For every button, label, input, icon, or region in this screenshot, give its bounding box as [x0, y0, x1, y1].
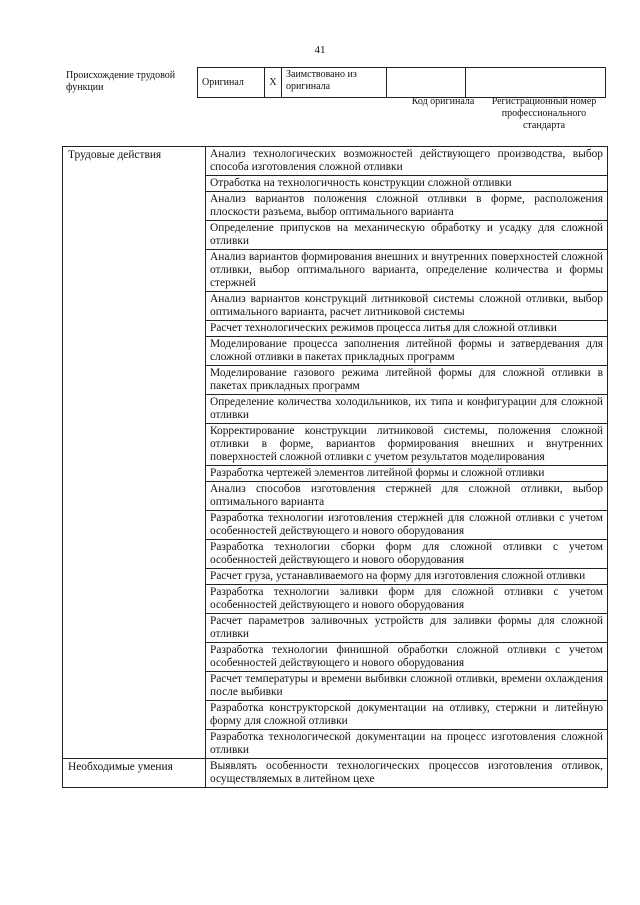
labor-action-row-text: Разработка чертежей элементов литейной формы и сложной отливки — [206, 466, 608, 482]
page-number: 41 — [314, 44, 326, 56]
labor-action-row-text: Анализ технологических возможностей действующего производства, выбор способа изготовления сложной отливки — [206, 147, 608, 176]
code-label: Код оригинала — [411, 96, 475, 107]
labor-action-row-text: Анализ вариантов конструкций литниковой системы сложной отливки, выбор оптимального варианта, расчет литниковой системы — [206, 292, 608, 321]
labor-action-row-text: Разработка конструкторской документации на отливку, стержни и литейную форму для сложной отливки — [206, 701, 608, 730]
required-skill-row — [63, 759, 608, 788]
labor-action-row-text: Расчет технологических режимов процесса литья для сложной отливки — [206, 321, 608, 337]
labor-action-row-text: Определение количества холодильников, их типа и конфигурации для сложной отливки — [206, 395, 608, 424]
borrowed-label: Заимствовано из оригинала — [282, 68, 387, 98]
origin-table — [197, 67, 606, 98]
labor-action-row-text: Разработка технологии финишной обработки сложной отливки с учетом особенностей действующего и нового оборудования — [206, 643, 608, 672]
registration-cell — [466, 68, 606, 98]
labor-action-row-text: Разработка технологии изготовления стержней для сложной отливки с учетом особенностей действующего и нового оборудования — [206, 511, 608, 540]
labor-action-row-text: Отработка на технологичность конструкции сложной отливки — [206, 176, 608, 192]
labor-action-row-text: Анализ вариантов формирования внешних и внутренних поверхностей сложной отливки, выбор оптимального варианта, определение количества и формы стержней — [206, 250, 608, 292]
labor-action-row-text: Корректирование конструкции литниковой системы, положения сложной отливки в форме, вариантов формирования внешних и внутренних поверхностей сложной отливки с учетом результатов моделирования — [206, 424, 608, 466]
original-mark: X — [265, 68, 282, 98]
labor-actions-label: Трудовые действия — [63, 147, 206, 759]
labor-action-row-text: Моделирование процесса заполнения литейной формы и затвердевания для сложной отливки в пакетах прикладных программ — [206, 337, 608, 366]
required-skill-row-text: Выявлять особенности технологических процессов изготовления отливок, осуществляемых в литейном цехе — [206, 759, 608, 788]
labor-action-row-text: Разработка технологической документации на процесс изготовления сложной отливки — [206, 730, 608, 759]
labor-action-row-text: Определение припусков на механическую обработку и усадку для сложной отливки — [206, 221, 608, 250]
labor-action-row-text: Анализ вариантов положения сложной отливки в форме, расположения плоскости разъема, выбор оптимального варианта — [206, 192, 608, 221]
labor-action-row-text: Моделирование газового режима литейной формы для сложной отливки в пакетах прикладных программ — [206, 366, 608, 395]
code-cell — [387, 68, 466, 98]
origin-label: Происхождение трудовой функции — [66, 70, 176, 93]
labor-action-row-text: Анализ способов изготовления стержней для сложной отливки, выбор оптимального варианта — [206, 482, 608, 511]
labor-action-row-text: Расчет параметров заливочных устройств для заливки формы для сложной отливки — [206, 614, 608, 643]
labor-action-row-text: Разработка технологии сборки форм для сложной отливки с учетом особенностей действующего и нового оборудования — [206, 540, 608, 569]
labor-action-row-text: Разработка технологии заливки форм для сложной отливки с учетом особенностей действующего и нового оборудования — [206, 585, 608, 614]
labor-action-row-text: Расчет температуры и времени выбивки сложной отливки, времени охлаждения после выбивки — [206, 672, 608, 701]
labor-action-row-text: Расчет груза, устанавливаемого на форму для изготовления сложной отливки — [206, 569, 608, 585]
required-skills-label: Необходимые умения — [63, 759, 206, 788]
labor-action-row — [63, 147, 608, 176]
registration-label: Регистрационный номер профессионального стандарта — [491, 96, 597, 131]
functions-table — [62, 146, 608, 788]
original-label: Оригинал — [198, 68, 265, 98]
